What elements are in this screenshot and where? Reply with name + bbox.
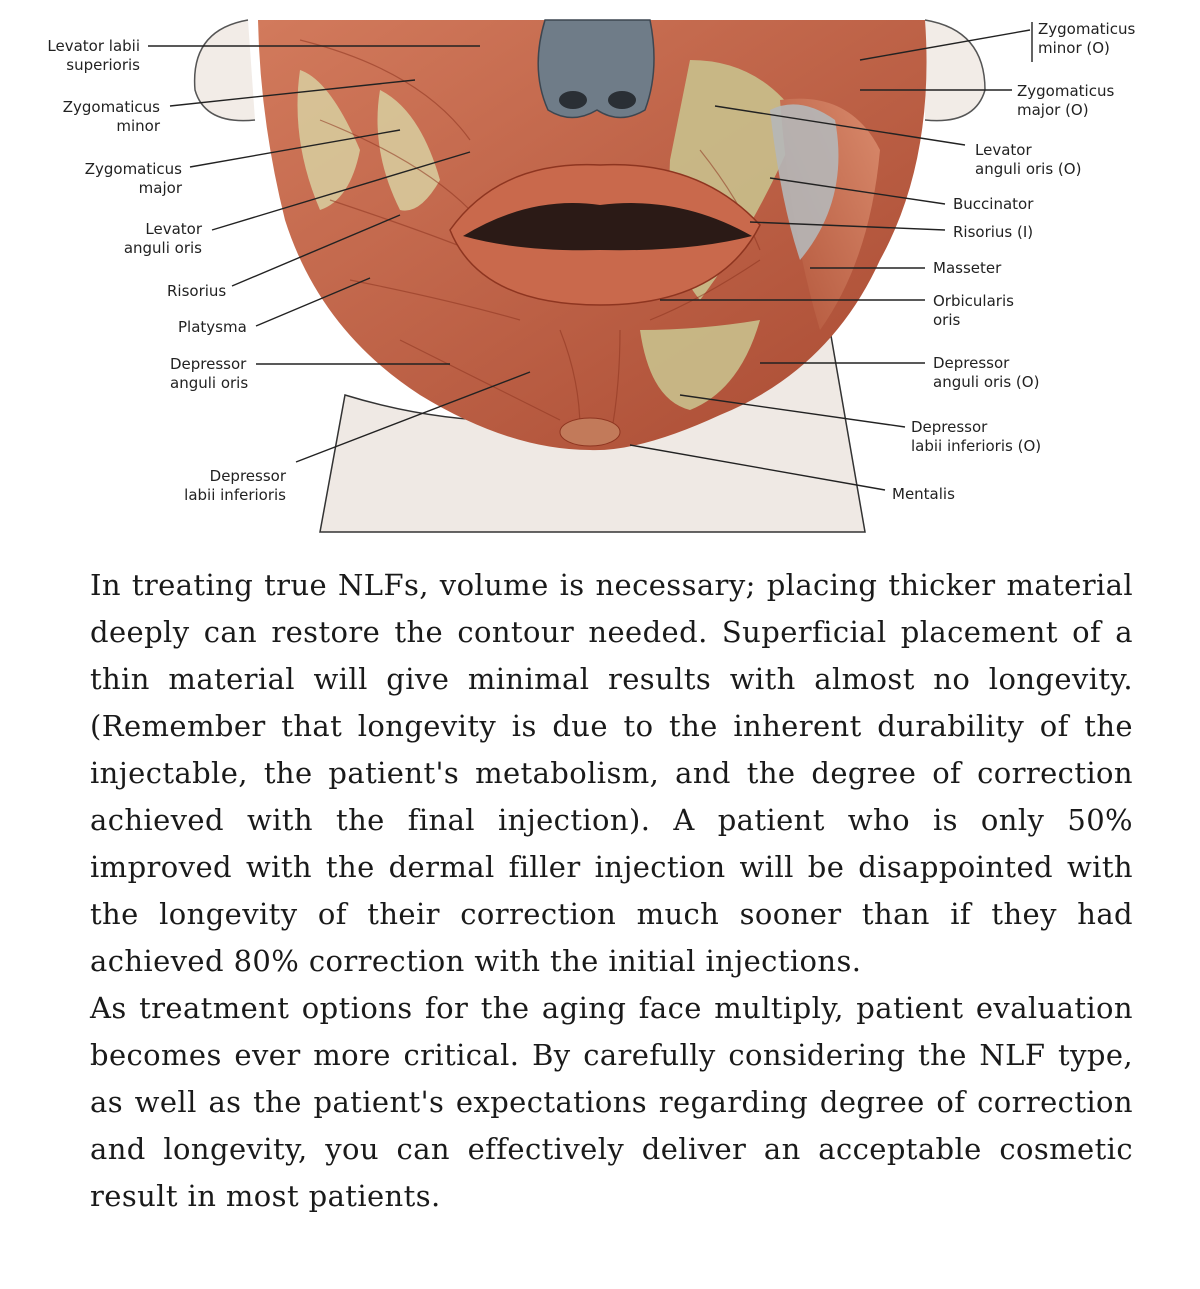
label-orbicularis-oris: Orbicularis oris	[933, 292, 1014, 329]
label-levator-anguli-oris-o: Levator anguli oris (O)	[975, 141, 1082, 178]
label-zygomaticus-minor: Zygomaticus minor	[62, 98, 160, 135]
label-depressor-anguli-oris: Depressor anguli oris	[170, 355, 249, 392]
facial-muscles-illustration	[0, 0, 1200, 540]
anatomy-figure	[0, 0, 1200, 540]
paragraph-2: As treatment options for the aging face multiply, patient evaluation becomes ever more critical. By carefully considering the NLF type, as well as the patient's expectations regarding degree of correction and longevity, you can effectively deliver an acceptable cosmetic result in most patients.	[90, 991, 1133, 1213]
label-zygomaticus-minor-o: Zygomaticus minor (O)	[1038, 20, 1136, 57]
label-zygomaticus-major-o: Zygomaticus major (O)	[1017, 82, 1115, 119]
label-risorius-i: Risorius (I)	[953, 223, 1034, 241]
right-ear	[925, 20, 985, 121]
label-mentalis: Mentalis	[892, 485, 955, 503]
label-levator-anguli-oris: Levator anguli oris	[123, 220, 202, 257]
label-zygomaticus-major: Zygomaticus major	[84, 160, 182, 197]
label-risorius: Risorius	[167, 282, 227, 300]
label-platysma: Platysma	[178, 318, 247, 336]
label-depressor-anguli-oris-o: Depressor anguli oris (O)	[933, 354, 1040, 391]
paragraph-1: In treating true NLFs, volume is necessary; placing thicker material deeply can restore the contour needed. Superficial placement of a thin material will give minimal results with almost no longevity. (Remember that longevity is due to the inherent durability of the injectable, the patient's metabolism, and the degree of correction achieved with the final injection). A patient who is only 50% improved with the dermal filler injection will be disappointed with the longevity of their correction much sooner than if they had achieved 80% correction with the initial injections.	[90, 568, 1133, 978]
label-buccinator: Buccinator	[953, 195, 1034, 213]
label-masseter: Masseter	[933, 259, 1002, 277]
label-depressor-labii-inferioris: Depressor labii inferioris	[184, 467, 286, 504]
body-text	[90, 562, 1133, 1220]
left-ear	[195, 20, 255, 121]
label-levator-labii-superioris: Levator labii superioris	[47, 37, 140, 74]
label-depressor-labii-inferioris-o: Depressor labii inferioris (O)	[911, 418, 1042, 455]
nasal-cartilage	[538, 20, 654, 118]
